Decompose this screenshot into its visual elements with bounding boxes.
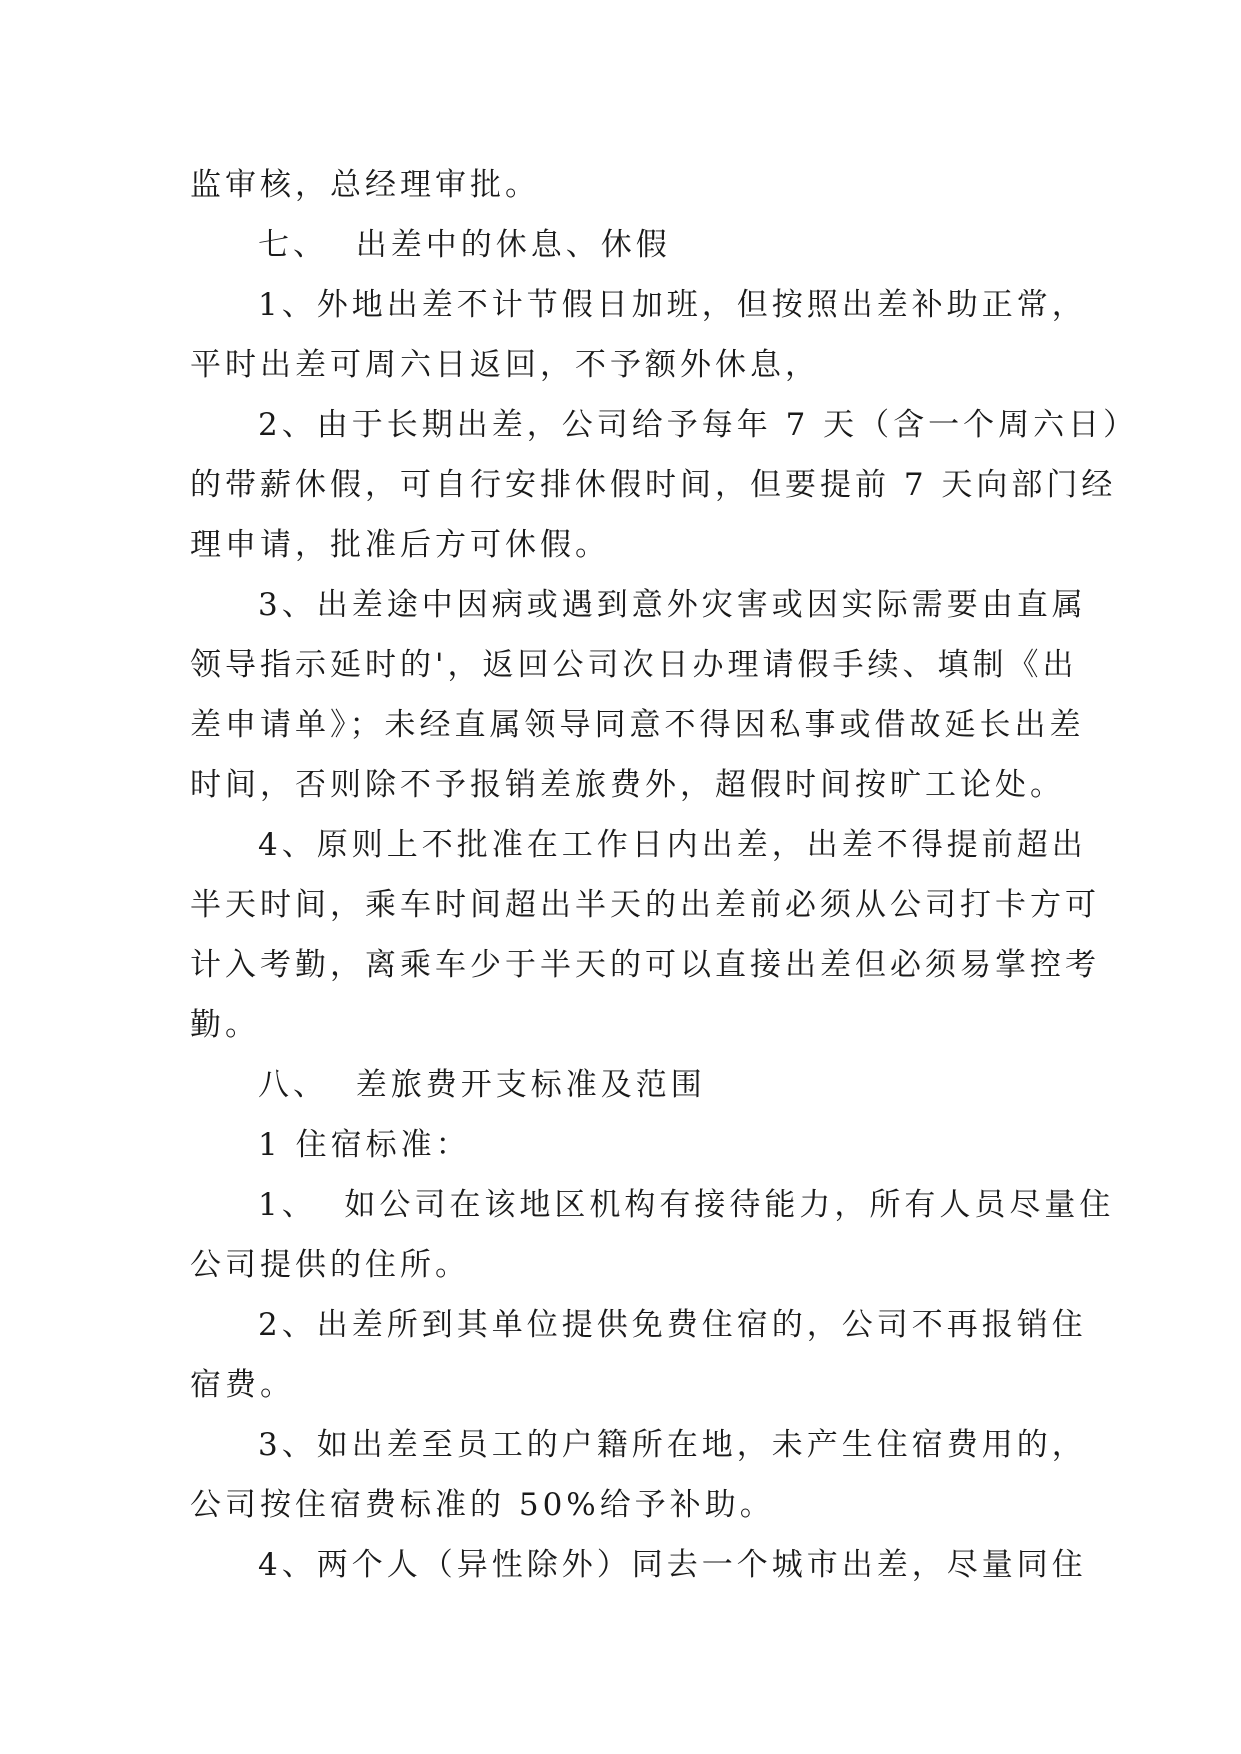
lodging-item-4: 4、两个人（异性除外）同去一个城市出差，尽量同住 — [258, 1547, 1087, 1583]
lodging-item-3-cont: 公司按住宿费标准的 50%给予补助。 — [190, 1487, 775, 1523]
section-heading-eight: 八、 差旅费开支标准及范围 — [258, 1067, 706, 1103]
paragraph-item-2: 2、由于长期出差，公司给予每年 7 天（含一个周六日） — [258, 407, 1139, 443]
lodging-item-2-cont: 宿费。 — [190, 1367, 295, 1403]
section-heading-seven: 七、 出差中的休息、休假 — [258, 227, 671, 263]
paragraph-item-1-cont: 平时出差可周六日返回，不予额外休息， — [190, 347, 820, 383]
paragraph-item-4: 4、原则上不批准在工作日内出差，出差不得提前超出 — [258, 827, 1087, 863]
paragraph-item-1: 1、外地出差不计节假日加班，但按照出差补助正常， — [258, 287, 1087, 323]
paragraph-item-3-cont: 时间，否则除不予报销差旅费外，超假时间按旷工论处。 — [190, 767, 1065, 803]
paragraph-item-4-cont: 计入考勤，离乘车少于半天的可以直接出差但必须易掌控考 — [190, 947, 1100, 983]
paragraph-item-2-cont: 理申请，批准后方可休假。 — [190, 527, 610, 563]
lodging-item-2: 2、出差所到其单位提供免费住宿的，公司不再报销住 — [258, 1307, 1087, 1343]
document-body — [190, 155, 1139, 1595]
paragraph-item-3: 3、出差途中因病或遇到意外灾害或因实际需要由直属 — [258, 587, 1087, 623]
paragraph-item-3-cont: 差申请单》；未经直属领导同意不得因私事或借故延长出差 — [190, 707, 1085, 743]
paragraph-continuation: 监审核，总经理审批。 — [190, 167, 540, 203]
paragraph-item-2-cont: 的带薪休假，可自行安排休假时间，但要提前 7 天向部门经 — [190, 467, 1117, 503]
paragraph-item-4-cont: 半天时间，乘车时间超出半天的出差前必须从公司打卡方可 — [190, 887, 1100, 923]
lodging-item-1: 1、 如公司在该地区机构有接待能力，所有人员尽量住 — [258, 1187, 1115, 1223]
lodging-item-1-cont: 公司提供的住所。 — [190, 1247, 470, 1283]
paragraph-item-4-cont: 勤。 — [190, 1007, 260, 1043]
subsection-heading-lodging: 1 住宿标准： — [258, 1127, 471, 1163]
lodging-item-3: 3、如出差至员工的户籍所在地，未产生住宿费用的， — [258, 1427, 1087, 1463]
paragraph-item-3-cont: 领导指示延时的'，返回公司次日办理请假手续、填制《出 — [190, 647, 1078, 683]
